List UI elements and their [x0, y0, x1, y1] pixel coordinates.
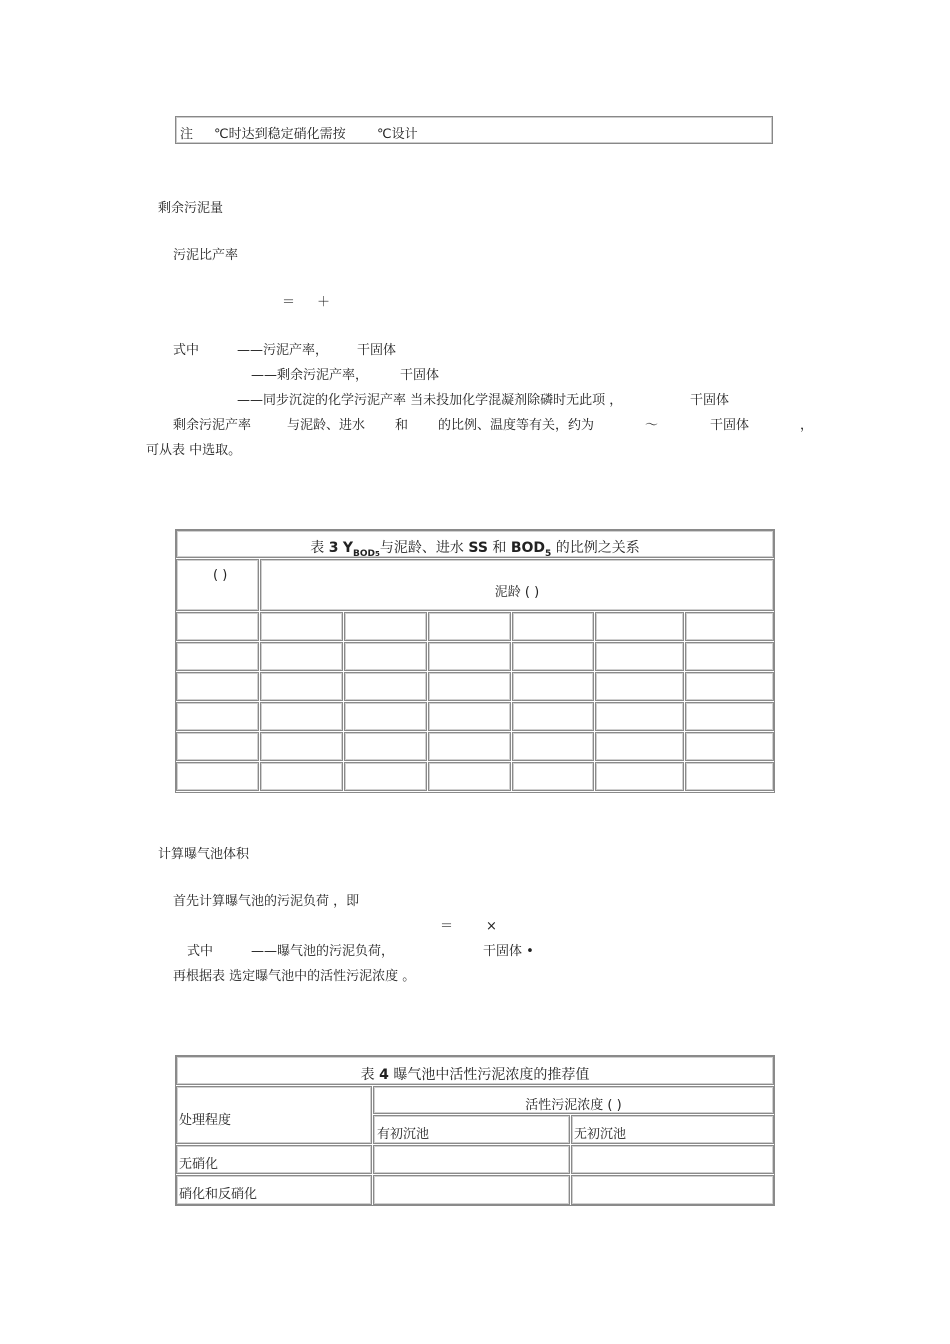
- table-4-cell: [373, 1145, 570, 1174]
- table-3-cell: [260, 702, 343, 731]
- paragraph-part-b: 与泥龄、进水: [287, 418, 366, 433]
- definition-3-unit: 干固体: [690, 393, 730, 408]
- table-3-cell: [512, 612, 594, 641]
- table-3-cell: [595, 612, 684, 641]
- table-4-col-label-cell: [176, 1086, 372, 1144]
- table-4-sub-header-2: 无初沉池: [571, 1115, 774, 1144]
- table-3-cell: [344, 762, 427, 791]
- table-4-cell: [571, 1175, 774, 1205]
- table-4-col-label: 处理程度: [179, 1113, 232, 1128]
- table-3-cell: [176, 642, 259, 671]
- table-3-cell: [176, 672, 259, 701]
- table-4-cell: [373, 1175, 570, 1205]
- note-text-2: ℃设计: [377, 127, 418, 142]
- subheading-sludge-yield: 污泥比产率: [173, 248, 239, 263]
- table-3-left-header: ( ): [176, 559, 259, 611]
- table-3-cell: [260, 642, 343, 671]
- table-3-cell: [685, 642, 774, 671]
- table-3-cell: [428, 732, 511, 761]
- section-heading-aeration: 计算曝气池体积: [158, 847, 250, 862]
- aeration-where-label: 式中: [187, 944, 214, 959]
- table-3-cell: [260, 612, 343, 641]
- table-3-cell: [344, 642, 427, 671]
- table-3-cell: [595, 672, 684, 701]
- aeration-definition-1: ——曝气池的污泥负荷，: [251, 944, 395, 959]
- table-4-group-header-cell: [373, 1086, 774, 1114]
- table-3-cell: [344, 672, 427, 701]
- table-3-cell: [176, 612, 259, 641]
- table-3-cell: [685, 762, 774, 791]
- table-4-title: 表 4 曝气池中活性污泥浓度的推荐值: [360, 1067, 590, 1083]
- table-3-cell: [685, 672, 774, 701]
- table-3-cell: [344, 702, 427, 731]
- definition-1: ——污泥产率，: [237, 343, 329, 358]
- paragraph-comma: ，: [800, 418, 814, 433]
- table-4-title-cell: [176, 1056, 774, 1085]
- table-3-cell: [512, 672, 594, 701]
- table-3-right-header: 泥龄 ( ): [260, 559, 774, 611]
- table-3-cell: [685, 732, 774, 761]
- table-3-cell: [512, 762, 594, 791]
- table-3-cell: [344, 612, 427, 641]
- table-3-cell: [428, 762, 511, 791]
- table-3-cell: [428, 702, 511, 731]
- table-3-cell: [260, 672, 343, 701]
- table-3-title: 表 3 $Y_{BOD5}$与泥龄、进水 SS 和 $BOD_5$ 的比例之关系: [310, 540, 640, 559]
- table-3-cell: [260, 762, 343, 791]
- table-3-cell: [595, 642, 684, 671]
- definition-2-unit: 干固体: [400, 368, 440, 383]
- aeration-line-2: 再根据表 选定曝气池中的活性污泥浓度 。: [173, 969, 416, 984]
- table-3-cell: [512, 642, 594, 671]
- definition-2: ——剩余污泥产率，: [251, 368, 369, 383]
- table-4-row-label-2: 硝化和反硝化: [176, 1175, 372, 1205]
- table-3-cell: [344, 732, 427, 761]
- table-3-cell: [685, 702, 774, 731]
- where-label: 式中: [173, 343, 200, 358]
- paragraph-tilde: ～: [645, 418, 659, 433]
- table-3-cell: [512, 732, 594, 761]
- table-3-cell: [595, 762, 684, 791]
- table-3-cell: [176, 732, 259, 761]
- note-text-1: ℃时达到稳定硝化需按: [214, 127, 346, 142]
- paragraph-part-d: 的比例、温度等有关，约为: [438, 418, 595, 433]
- table-3-cell: [428, 672, 511, 701]
- section-heading-sludge: 剩余污泥量: [158, 201, 224, 216]
- paragraph-part-c: 和: [395, 418, 409, 433]
- table-3-cell: [595, 732, 684, 761]
- table-4-sub-header-1: 有初沉池: [373, 1115, 570, 1144]
- note-box: [175, 116, 773, 144]
- aeration-formula-equals: ＝: [440, 919, 454, 934]
- formula-plus: ＋: [317, 295, 331, 310]
- table-3-cell: [260, 732, 343, 761]
- table-3-cell: [176, 702, 259, 731]
- table-3-cell: [595, 702, 684, 731]
- table-3-cell: [428, 612, 511, 641]
- aeration-formula-times: ×: [486, 919, 497, 934]
- table-3-title-cell: [176, 530, 774, 558]
- table-4-cell: [571, 1145, 774, 1174]
- paragraph-line-2: 可从表 中选取。: [146, 443, 242, 458]
- table-4-group-header: 活性污泥浓度 ( ): [525, 1098, 622, 1113]
- aeration-line-1: 首先计算曝气池的污泥负荷 ，即: [173, 894, 360, 909]
- paragraph-part-a: 剩余污泥产率: [173, 418, 252, 433]
- paragraph-unit: 干固体: [710, 418, 750, 433]
- definition-1-unit: 干固体: [357, 343, 397, 358]
- table-3-cell: [176, 762, 259, 791]
- table-3-cell: [512, 702, 594, 731]
- aeration-definition-1-unit: 干固体 •: [483, 944, 534, 959]
- table-3-cell: [428, 642, 511, 671]
- table-4-row-label-1: 无硝化: [176, 1145, 372, 1174]
- definition-3: ——同步沉淀的化学污泥产率 当未投加化学混凝剂除磷时无此项 ，: [237, 393, 623, 408]
- formula-equals: ＝: [282, 295, 296, 310]
- note-label: 注: [180, 127, 194, 142]
- table-3-cell: [685, 612, 774, 641]
